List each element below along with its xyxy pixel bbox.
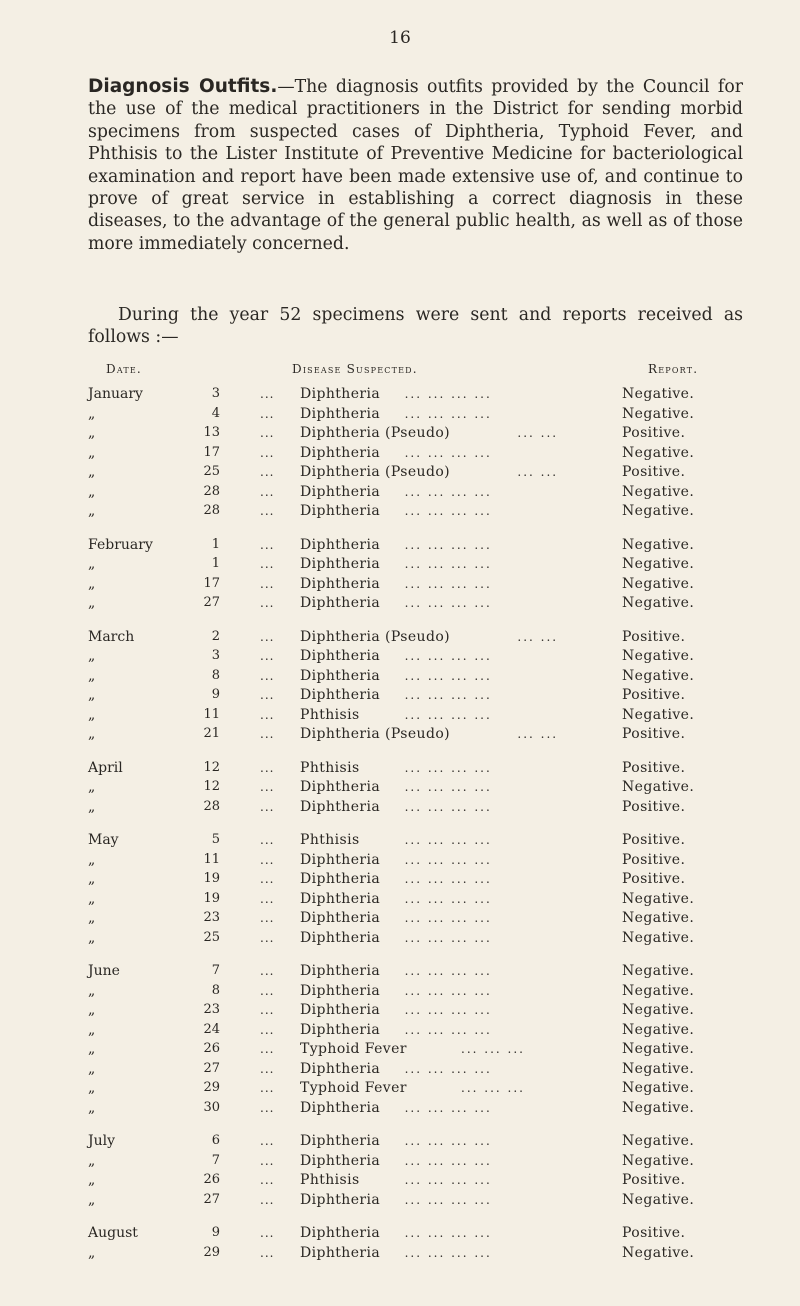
leader-dots: ... [260, 1245, 275, 1260]
disease-suspected: Diphtheria [300, 890, 381, 907]
disease-suspected: Diphtheria [300, 667, 381, 684]
leader-dots: ... [260, 1081, 275, 1095]
leader-dots: ... ... ... ... [404, 445, 492, 460]
disease-suspected: Diphtheria [300, 1225, 381, 1241]
leader-dots: ... [260, 872, 275, 886]
disease-suspected: Diphtheria [300, 910, 381, 926]
leader-dots: ... [260, 426, 275, 440]
report-result: Negative. [622, 575, 695, 592]
date-month: „ [88, 648, 96, 664]
date-month: April [88, 759, 123, 776]
leader-dots: ... [260, 406, 275, 421]
table-row [0, 831, 800, 849]
date-day: 28 [203, 503, 220, 518]
leader-dots: ... [260, 596, 275, 610]
disease-suspected: Diphtheria [300, 851, 381, 868]
table-row [0, 1099, 800, 1117]
disease-suspected: Diphtheria [300, 982, 381, 999]
leader-dots: ... [260, 649, 275, 663]
disease-suspected: Diphtheria [300, 1152, 381, 1169]
date-month: June [88, 963, 120, 979]
disease-suspected: Diphtheria [300, 929, 381, 946]
leader-dots: ... ... ... ... [404, 537, 492, 552]
report-result: Positive. [622, 759, 686, 776]
report-result: Negative. [622, 910, 695, 926]
table-row [0, 483, 800, 501]
report-result: Positive. [622, 798, 686, 815]
table-row [0, 1224, 800, 1242]
date-day: 3 [211, 648, 220, 663]
disease-suspected: Diphtheria [300, 503, 381, 519]
report-result: Negative. [622, 963, 695, 979]
report-result: Positive. [622, 851, 686, 868]
report-result: Negative. [622, 1060, 695, 1077]
date-month: „ [88, 1152, 96, 1169]
table-row [0, 555, 800, 573]
leader-dots: ... [260, 1100, 275, 1115]
table-row [0, 778, 800, 796]
leader-dots: ... ... ... ... [404, 649, 492, 663]
table-row [0, 909, 800, 927]
table-row [0, 628, 800, 646]
date-month: „ [88, 1060, 96, 1077]
leader-dots: ... ... ... ... [404, 668, 492, 683]
table-row [0, 725, 800, 743]
leader-dots: ... [260, 1061, 275, 1076]
leader-dots: ... [260, 930, 275, 945]
date-month: „ [88, 1244, 96, 1261]
disease-suspected: Diphtheria (Pseudo) [300, 464, 451, 480]
report-result: Negative. [622, 1021, 695, 1038]
date-day: 27 [203, 595, 220, 610]
disease-suspected: Phthisis [300, 832, 360, 848]
table-row [0, 870, 800, 888]
leader-dots: ... ... ... ... [404, 760, 492, 775]
leader-dots: ... [260, 484, 275, 499]
leader-dots: ... ... [517, 465, 559, 479]
leader-dots: ... ... ... ... [404, 1100, 492, 1115]
leader-dots: ... ... ... ... [404, 557, 492, 571]
table-row [0, 890, 800, 908]
date-month: „ [88, 464, 96, 480]
report-result: Negative. [622, 1099, 695, 1116]
date-day: 12 [203, 779, 220, 794]
column-header-disease: Disease Suspected. [292, 362, 418, 376]
report-result: Negative. [622, 444, 695, 461]
leader-dots: ... [260, 445, 275, 460]
date-day: 7 [211, 1152, 220, 1168]
table-row [0, 536, 800, 554]
leader-dots: ... ... ... ... [404, 504, 492, 518]
leader-dots: ... [260, 833, 275, 847]
date-day: 3 [211, 386, 220, 401]
leader-dots: ... [260, 891, 275, 906]
date-month: „ [88, 726, 96, 742]
date-month: „ [88, 798, 96, 815]
date-month: „ [88, 503, 96, 519]
report-result: Negative. [622, 706, 695, 723]
table-row [0, 667, 800, 685]
leader-dots: ... ... ... ... [404, 576, 492, 591]
table-row [0, 962, 800, 980]
disease-suspected: Diphtheria [300, 595, 381, 611]
date-month: „ [88, 706, 96, 723]
disease-suspected: Diphtheria [300, 1021, 381, 1038]
disease-suspected: Diphtheria [300, 648, 381, 664]
date-month: „ [88, 982, 96, 999]
table-row [0, 1001, 800, 1019]
report-result: Positive. [622, 871, 686, 887]
leader-dots: ... [260, 576, 275, 591]
leader-dots: ... ... ... ... [404, 833, 492, 847]
date-month: „ [88, 1002, 96, 1018]
table-row [0, 1191, 800, 1209]
disease-suspected: Diphtheria [300, 536, 381, 553]
leader-dots: ... [260, 707, 275, 722]
date-month: „ [88, 779, 96, 795]
leader-dots: ... ... ... ... [404, 484, 492, 499]
disease-suspected: Typhoid Fever [300, 1041, 407, 1057]
report-result: Negative. [622, 1152, 695, 1169]
report-result: Negative. [622, 1080, 695, 1096]
disease-suspected: Phthisis [300, 759, 360, 776]
table-row [0, 1244, 800, 1262]
disease-suspected: Diphtheria (Pseudo) [300, 628, 451, 645]
table-row [0, 594, 800, 612]
leader-dots: ... [260, 1042, 275, 1056]
disease-suspected: Diphtheria (Pseudo) [300, 726, 451, 742]
disease-suspected: Diphtheria [300, 871, 381, 887]
table-row [0, 424, 800, 442]
date-day: 6 [211, 1133, 220, 1148]
date-day: 11 [203, 851, 220, 867]
leader-dots: ... ... ... ... [404, 799, 492, 814]
report-result: Negative. [622, 890, 695, 907]
leader-dots: ... [260, 1226, 275, 1240]
leader-dots: ... [260, 1192, 275, 1207]
leader-dots: ... [260, 852, 275, 867]
disease-suspected: Diphtheria [300, 386, 381, 402]
leader-dots: ... [260, 465, 275, 479]
date-month: March [88, 628, 135, 645]
report-result: Negative. [622, 556, 695, 572]
leader-dots: ... ... ... ... [404, 688, 492, 702]
leader-dots: ... ... ... ... [404, 1134, 492, 1148]
leader-dots: ... [260, 983, 275, 998]
leader-dots: ... [260, 911, 275, 925]
leader-dots: ... [260, 1003, 275, 1017]
date-month: „ [88, 667, 96, 684]
leader-dots: ... [260, 1153, 275, 1168]
table-row [0, 759, 800, 777]
table-row [0, 1079, 800, 1097]
leader-dots: ... ... ... ... [404, 1153, 492, 1168]
date-day: 2 [211, 628, 220, 644]
disease-suspected: Typhoid Fever [300, 1080, 407, 1096]
date-day: 27 [203, 1060, 220, 1076]
leader-dots: ... ... ... ... [404, 387, 492, 401]
disease-suspected: Phthisis [300, 706, 360, 723]
leader-dots: ... [260, 387, 275, 401]
date-month: „ [88, 871, 96, 887]
date-day: 26 [203, 1041, 220, 1056]
summary-paragraph: During the year 52 specimens were sent and reports received as follows :— [88, 305, 743, 348]
date-month: „ [88, 1172, 96, 1188]
leader-dots: ... [260, 557, 275, 571]
leader-dots: ... ... ... [461, 1081, 525, 1095]
date-day: 12 [203, 759, 220, 775]
report-result: Negative. [622, 386, 695, 402]
table-row [0, 1152, 800, 1170]
leader-dots: ... [260, 1173, 275, 1187]
date-month: „ [88, 890, 96, 907]
disease-suspected: Diphtheria [300, 1244, 381, 1261]
date-month: „ [88, 1191, 96, 1208]
leader-dots: ... ... ... ... [404, 707, 492, 722]
date-day: 8 [211, 667, 220, 683]
table-row [0, 1040, 800, 1058]
date-day: 28 [203, 483, 220, 499]
date-month: May [88, 832, 119, 848]
report-result: Negative. [622, 536, 695, 553]
date-month: July [88, 1133, 116, 1149]
table-row [0, 444, 800, 462]
leader-dots: ... [260, 964, 275, 978]
date-day: 21 [203, 726, 220, 741]
leader-dots: ... [260, 668, 275, 683]
date-month: „ [88, 1041, 96, 1057]
date-day: 29 [203, 1244, 220, 1260]
leader-dots: ... [260, 537, 275, 552]
table-row [0, 1132, 800, 1150]
date-day: 26 [203, 1172, 220, 1187]
date-day: 25 [203, 464, 220, 479]
date-month: „ [88, 1021, 96, 1038]
report-result: Negative. [622, 648, 695, 664]
leader-dots: ... ... ... ... [404, 911, 492, 925]
leader-dots: ... ... ... ... [404, 1245, 492, 1260]
leader-dots: ... [260, 629, 275, 644]
report-result: Negative. [622, 1191, 695, 1208]
report-result: Negative. [622, 667, 695, 684]
disease-suspected: Phthisis [300, 1172, 360, 1188]
date-month: „ [88, 910, 96, 926]
disease-suspected: Diphtheria [300, 687, 381, 703]
disease-suspected: Diphtheria [300, 1060, 381, 1077]
date-day: 13 [203, 425, 220, 440]
date-day: 9 [211, 687, 220, 702]
report-result: Negative. [622, 1244, 695, 1261]
table-row [0, 982, 800, 1000]
date-day: 11 [203, 706, 220, 722]
report-result: Positive. [622, 726, 686, 742]
disease-suspected: Diphtheria [300, 444, 381, 461]
date-day: 29 [203, 1080, 220, 1095]
date-day: 23 [203, 910, 220, 925]
leader-dots: ... ... ... ... [404, 964, 492, 978]
table-row [0, 385, 800, 403]
report-result: Negative. [622, 503, 695, 519]
report-result: Positive. [622, 832, 686, 848]
date-month: „ [88, 425, 96, 441]
table-row [0, 851, 800, 869]
leader-dots: ... ... ... ... [404, 872, 492, 886]
report-result: Negative. [622, 1133, 695, 1149]
date-day: 28 [203, 798, 220, 814]
report-result: Positive. [622, 687, 686, 703]
date-month: „ [88, 444, 96, 461]
report-result: Negative. [622, 483, 695, 500]
table-row [0, 798, 800, 816]
table-row [0, 1171, 800, 1189]
leader-dots: ... ... ... ... [404, 1226, 492, 1240]
table-row [0, 463, 800, 481]
date-day: 5 [211, 832, 220, 847]
table-row [0, 706, 800, 724]
disease-suspected: Diphtheria (Pseudo) [300, 425, 451, 441]
table-row [0, 405, 800, 423]
leader-dots: ... [260, 688, 275, 702]
leader-dots: ... [260, 799, 275, 814]
table-row [0, 575, 800, 593]
date-day: 1 [211, 556, 220, 571]
date-day: 25 [203, 929, 220, 945]
date-month: „ [88, 483, 96, 500]
date-day: 30 [203, 1099, 220, 1115]
report-result: Negative. [622, 595, 695, 611]
leader-dots: ... ... ... ... [404, 852, 492, 867]
disease-suspected: Diphtheria [300, 483, 381, 500]
report-result: Negative. [622, 405, 695, 422]
column-header-report: Report. [648, 362, 699, 376]
date-month: „ [88, 575, 96, 592]
leader-dots: ... [260, 1134, 275, 1148]
date-day: 17 [203, 444, 220, 460]
table-row [0, 1060, 800, 1078]
date-month: „ [88, 1099, 96, 1116]
leader-dots: ... [260, 1022, 275, 1037]
report-result: Positive. [622, 628, 686, 645]
date-day: 4 [211, 405, 220, 421]
leader-dots: ... ... ... ... [404, 891, 492, 906]
leader-dots: ... [260, 760, 275, 775]
leader-dots: ... ... ... ... [404, 1061, 492, 1076]
report-result: Negative. [622, 779, 695, 795]
disease-suspected: Diphtheria [300, 1191, 381, 1208]
date-month: „ [88, 556, 96, 572]
leader-dots: ... ... ... ... [404, 1003, 492, 1017]
disease-suspected: Diphtheria [300, 405, 381, 422]
report-result: Negative. [622, 982, 695, 999]
disease-suspected: Diphtheria [300, 575, 381, 592]
report-result: Negative. [622, 1002, 695, 1018]
date-day: 27 [203, 1191, 220, 1207]
date-month: „ [88, 1080, 96, 1096]
date-day: 9 [211, 1225, 220, 1240]
table-row [0, 686, 800, 704]
disease-suspected: Diphtheria [300, 556, 381, 572]
table-row [0, 1021, 800, 1039]
report-result: Positive. [622, 464, 686, 480]
disease-suspected: Diphtheria [300, 963, 381, 979]
date-day: 8 [211, 982, 220, 998]
date-day: 24 [203, 1021, 220, 1037]
disease-suspected: Diphtheria [300, 1002, 381, 1018]
table-row [0, 647, 800, 665]
disease-suspected: Diphtheria [300, 1099, 381, 1116]
date-month: August [88, 1225, 138, 1241]
leader-dots: ... [260, 780, 275, 794]
table-row [0, 929, 800, 947]
leader-dots: ... ... [517, 727, 559, 741]
date-month: „ [88, 851, 96, 868]
leader-dots: ... ... ... ... [404, 1192, 492, 1207]
disease-suspected: Diphtheria [300, 779, 381, 795]
leader-dots: ... ... ... ... [404, 780, 492, 794]
date-month: „ [88, 929, 96, 946]
leader-dots: ... ... ... ... [404, 1173, 492, 1187]
leader-dots: ... ... ... ... [404, 596, 492, 610]
date-month: January [88, 386, 143, 402]
leader-dots: ... ... ... ... [404, 406, 492, 421]
date-month: February [88, 536, 153, 553]
date-month: „ [88, 405, 96, 422]
leader-dots: ... ... ... ... [404, 983, 492, 998]
disease-suspected: Diphtheria [300, 798, 381, 815]
date-day: 7 [211, 963, 220, 978]
date-month: „ [88, 595, 96, 611]
table-row [0, 502, 800, 520]
report-result: Positive. [622, 425, 686, 441]
leader-dots: ... ... [517, 629, 559, 644]
date-month: „ [88, 687, 96, 703]
date-day: 19 [203, 890, 220, 906]
column-header-date: Date. [106, 362, 142, 376]
leader-dots: ... [260, 727, 275, 741]
intro-text: —The diagnosis outfits provided by the Council for the use of the medical practitioners in the District for sending morbid specimens from suspected cases of Diphtheria, Typhoid Fever, and Phthisis to the Lister Institute of Preventive Medicine for bacteriological examination and report have been made extensive use of, and continue to prove of great service in establishing a correct diagnosis in these diseases, to the advantage of the general public health, as well as of those more immediately concerned. [88, 77, 743, 254]
leader-dots: ... ... ... [461, 1042, 525, 1056]
report-result: Positive. [622, 1172, 686, 1188]
report-result: Negative. [622, 929, 695, 946]
report-result: Positive. [622, 1225, 686, 1241]
date-day: 1 [211, 536, 220, 552]
section-heading: Diagnosis Outfits. [88, 76, 278, 97]
date-day: 23 [203, 1002, 220, 1017]
page-number: 16 [389, 28, 411, 48]
leader-dots: ... ... ... ... [404, 930, 492, 945]
leader-dots: ... ... [517, 426, 559, 440]
report-result: Negative. [622, 1041, 695, 1057]
date-day: 17 [203, 575, 220, 591]
leader-dots: ... [260, 504, 275, 518]
date-day: 19 [203, 871, 220, 886]
leader-dots: ... ... ... ... [404, 1022, 492, 1037]
disease-suspected: Diphtheria [300, 1133, 381, 1149]
